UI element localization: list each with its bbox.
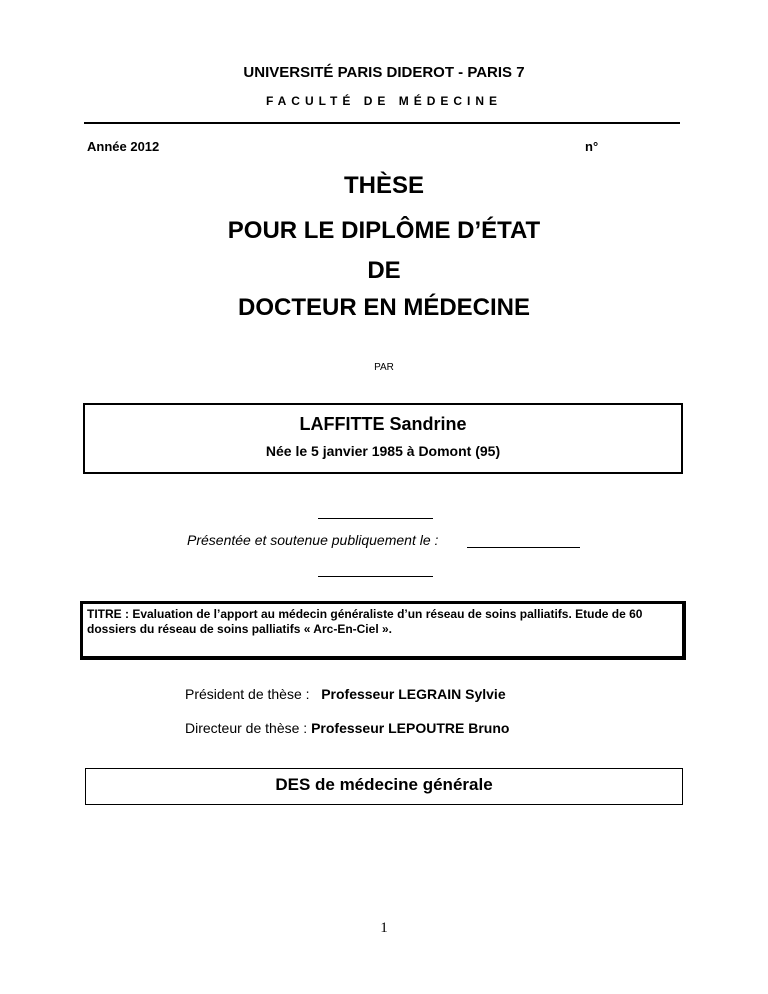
university-name: UNIVERSITÉ PARIS DIDEROT - PARIS 7 [243, 64, 525, 81]
title-docteur: DOCTEUR EN MÉDECINE [237, 294, 531, 321]
title-diplome: POUR LE DIPLÔME D’ÉTAT [227, 217, 541, 244]
blank-line-top [318, 518, 433, 519]
par-label: PAR [374, 362, 394, 373]
jury-president [185, 686, 506, 702]
presentation-date-blank [467, 547, 580, 548]
thesis-title-box [80, 601, 686, 660]
title-these: THÈSE [343, 172, 424, 199]
thesis-number-label: n° [585, 139, 599, 154]
jury-director [185, 720, 509, 736]
presentation-label: Présentée et soutenue publiquement le : [187, 532, 439, 548]
academic-year: Année 2012 [87, 139, 160, 154]
blank-line-bottom [318, 576, 433, 577]
header-divider [84, 122, 680, 124]
president-name: Professeur LEGRAIN Sylvie [321, 686, 506, 702]
director-role: Directeur de thèse : [185, 720, 308, 736]
thesis-title-text: TITRE : Evaluation de l’apport au médecin généraliste d’un réseau de soins palliatifs. Etude de 60 dossiers du réseau de soins palliatifs « Arc-En-Ciel ». [87, 607, 643, 636]
des-label: DES de médecine générale [275, 775, 493, 794]
title-de: DE [367, 257, 401, 284]
director-name: Professeur LEPOUTRE Bruno [311, 720, 510, 736]
author-birth: Née le 5 janvier 1985 à Domont (95) [265, 443, 501, 459]
president-role: Président de thèse : [185, 686, 310, 702]
author-name: LAFFITTE Sandrine [299, 414, 467, 434]
faculty-name: FACULTÉ DE MÉDECINE [265, 94, 503, 108]
page-number: 1 [380, 920, 388, 936]
